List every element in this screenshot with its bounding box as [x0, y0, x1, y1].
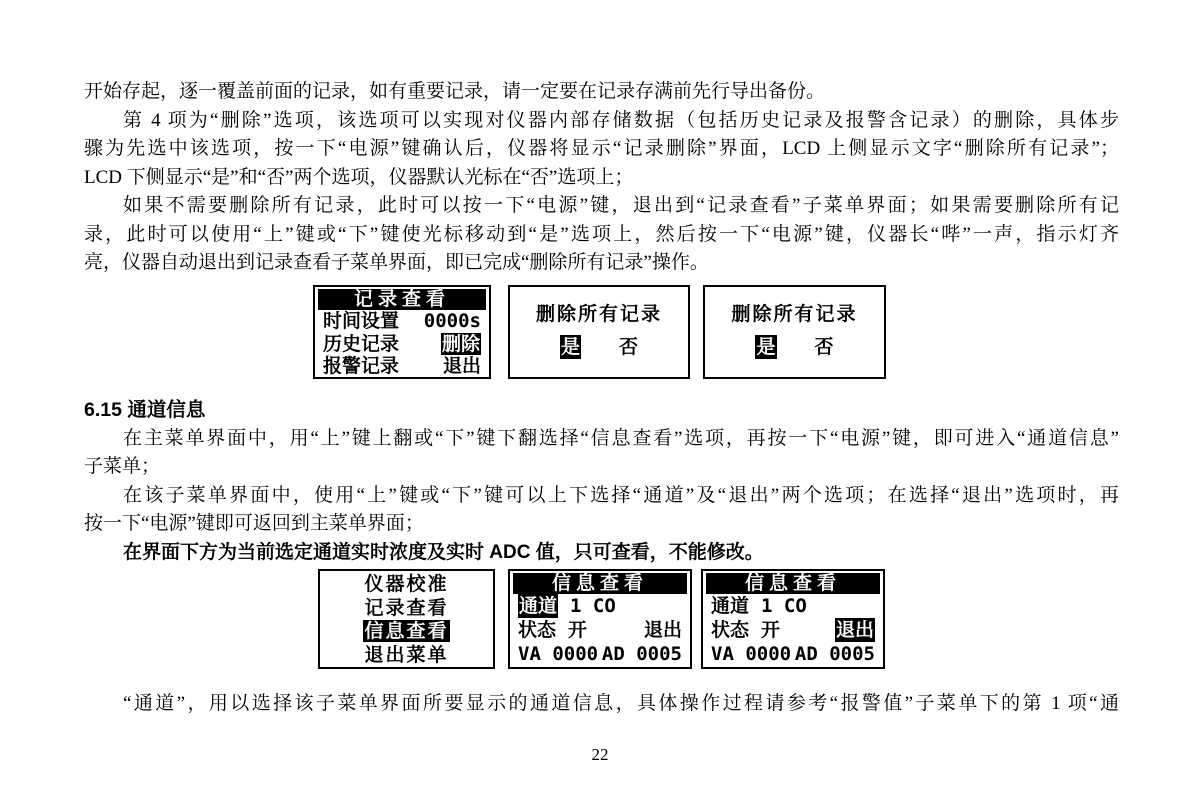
lcd-value: 0000s: [423, 310, 481, 332]
lcd-va-value: VA 0000: [518, 643, 599, 665]
lcd-highlight: 信息查看: [364, 620, 449, 642]
lcd-label: 报警记录: [323, 355, 400, 377]
lcd-screen-info-view-channel-selected: [508, 569, 692, 669]
lcd-screen-main-menu: [318, 569, 495, 669]
lcd-screen-delete-confirm-1: [508, 285, 690, 379]
section-channel-info: [84, 396, 1119, 567]
lcd-ad-value: AD 0005: [794, 643, 875, 665]
text-line: 第 4 项为“删除”选项，该选项可以实现对仪器内部存储数据（包括历史记录及报警含记录）的删除，具体步: [123, 109, 1119, 131]
text-line: 在主菜单界面中，用“上”键上翻或“下”键下翻选择“信息查看”选项，再按一下“电源”键，即可进入“通道信息”: [123, 427, 1119, 449]
lcd-value: 退出: [442, 355, 481, 377]
text-line: “通道”，用以选择该子菜单界面所要显示的通道信息，具体操作过程请参考“报警值”子菜单下的第 1 项“通: [123, 693, 1119, 714]
lcd-title-info-view: 信息查看: [706, 573, 880, 594]
lcd-label: 状态: [711, 619, 750, 641]
lcd-row-alarm-record: [315, 355, 489, 378]
lcd-screen-delete-confirm-2: [703, 285, 886, 379]
lcd-value: 1 CO: [761, 595, 807, 617]
lcd-menu-item-record-view: 记录查看: [364, 596, 449, 619]
lcd-value-highlighted: 删除: [441, 332, 480, 355]
lcd-option-yes-highlighted: 是: [560, 336, 580, 358]
lcd-label-highlighted: 通道: [519, 595, 558, 617]
text-line: 按一下“电源”键即可返回到主菜单界面；: [84, 513, 424, 534]
text-line: 如果不需要删除所有记录，此时可以按一下“电源”键，退出到“记录查看”子菜单界面；如果需要删除所有记: [123, 195, 1119, 216]
page-number: 22: [591, 745, 609, 764]
lcd-row-time-setting: [315, 310, 489, 333]
lcd-option-no: 否: [814, 336, 834, 358]
lcd-menu-item-calibration: 仪器校准: [364, 573, 449, 595]
lcd-row-channel: [703, 594, 883, 618]
lcd-screen-info-view-exit-selected: [701, 569, 885, 669]
lcd-label: 通道: [711, 595, 750, 617]
paragraph-delete-records: [84, 78, 1119, 278]
lcd-exit-option-highlighted: 退出: [835, 619, 874, 641]
lcd-title-record-view: 记录查看: [318, 289, 486, 310]
text-line: 骤为先选中该选项，按一下“电源”键确认后，仪器将显示“记录删除”界面，LCD 上侧显示文字“删除所有记录”；: [84, 138, 1119, 159]
lcd-exit-option: 退出: [643, 619, 682, 641]
lcd-options: [510, 335, 688, 359]
text-line: 亮，仪器自动退出到记录查看子菜单界面，即已完成“删除所有记录”操作。: [84, 252, 709, 273]
text-line: 录，此时可以使用“上”键或“下”键使光标移动到“是”选项上，然后按一下“电源”键，仪器长“哔”一声，指示灯齐: [84, 223, 1119, 245]
lcd-value: 开: [568, 619, 588, 641]
lcd-row-va-ad: [703, 642, 883, 666]
lcd-value: 1 CO: [570, 595, 616, 617]
lcd-label: 状态: [518, 619, 557, 641]
lcd-row-status: [703, 618, 883, 642]
lcd-options: [705, 335, 884, 359]
lcd-message: 删除所有记录: [535, 303, 662, 325]
text-line: 开始存起，逐一覆盖前面的记录，如有重要记录，请一定要在记录存满前先行导出备份。: [84, 81, 826, 102]
text-line-bold: 在界面下方为当前选定通道实时浓度及实时 ADC 值，只可查看，不能修改。: [123, 541, 764, 563]
lcd-row-va-ad: [510, 642, 690, 666]
lcd-value: 开: [761, 619, 781, 641]
lcd-option-no: 否: [619, 336, 639, 358]
paragraph-channel-note: [84, 690, 1119, 719]
text-line: 在该子菜单界面中，使用“上”键或“下”键可以上下选择“通道”及“退出”两个选项；在选择“退出”选项时，再: [123, 484, 1119, 506]
lcd-row-channel: [510, 594, 690, 618]
lcd-label: 历史记录: [323, 332, 400, 355]
lcd-va-value: VA 0000: [711, 643, 792, 665]
lcd-title-info-view: 信息查看: [513, 573, 687, 594]
lcd-message: 删除所有记录: [731, 303, 858, 325]
lcd-menu-item-info-view-highlighted: [320, 620, 493, 644]
section-heading: 6.15 通道信息: [84, 399, 206, 421]
text-line: 子菜单；: [84, 456, 161, 477]
lcd-option-yes-highlighted: 是: [756, 336, 776, 358]
lcd-row-status: [510, 618, 690, 642]
lcd-screen-record-view-menu: [313, 285, 491, 379]
lcd-ad-value: AD 0005: [601, 643, 682, 665]
lcd-menu-item-exit-menu: 退出菜单: [364, 643, 449, 666]
lcd-row-history-record: [315, 333, 489, 356]
lcd-label: 时间设置: [323, 310, 400, 332]
text-line: LCD 下侧显示“是”和“否”两个选项，仪器默认光标在“否”选项上；: [84, 166, 634, 188]
